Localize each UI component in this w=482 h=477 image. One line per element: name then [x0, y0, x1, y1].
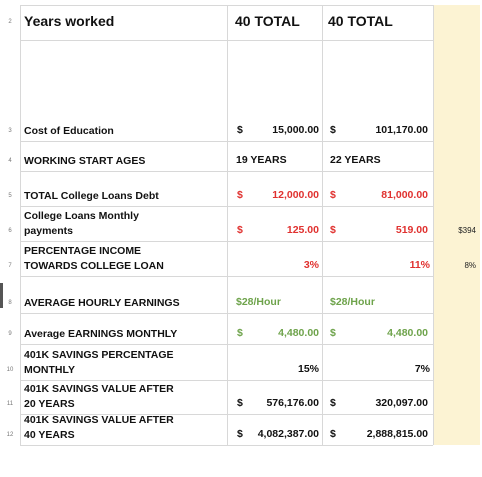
col2-value[interactable]: $28/Hour [330, 296, 375, 308]
side-value[interactable]: $394 [458, 226, 476, 235]
row-label[interactable]: AVERAGE HOURLY EARNINGS [24, 297, 180, 309]
col2-value[interactable]: 2,888,815.00 [366, 428, 428, 440]
column-divider [433, 5, 434, 445]
row-number[interactable]: 12 [6, 432, 14, 438]
col1-value[interactable]: 15% [297, 363, 319, 375]
row-number[interactable]: 9 [8, 331, 12, 337]
col1-value[interactable]: $28/Hour [236, 296, 281, 308]
row-number[interactable]: 11 [6, 401, 14, 407]
col2-currency[interactable]: $ [330, 428, 336, 440]
col1-currency[interactable]: $ [237, 397, 243, 409]
col1-value[interactable]: 576,176.00 [266, 397, 319, 409]
row-label[interactable]: PERCENTAGE INCOME [24, 245, 142, 257]
col2-currency[interactable]: $ [330, 189, 336, 201]
row-number[interactable]: 7 [8, 263, 12, 269]
row-label[interactable]: 401K SAVINGS VALUE AFTER [24, 414, 174, 426]
row-label[interactable]: 401K SAVINGS PERCENTAGE [24, 349, 174, 361]
col2-value[interactable]: 519.00 [395, 224, 428, 236]
row-label[interactable]: WORKING START AGES [24, 155, 146, 167]
col1-currency[interactable]: $ [237, 428, 243, 440]
col1-value[interactable]: 15,000.00 [272, 124, 319, 136]
row-label[interactable]: 20 YEARS [24, 398, 75, 410]
col2-value[interactable]: 320,097.00 [375, 397, 428, 409]
row-number[interactable]: 3 [8, 128, 12, 134]
row-label[interactable]: College Loans Monthly [24, 210, 139, 222]
row-divider [20, 445, 433, 446]
col1-value[interactable]: 12,000.00 [272, 189, 319, 201]
side-value[interactable]: 8% [464, 261, 476, 270]
row-number[interactable]: 8 [8, 300, 12, 306]
row-label[interactable]: payments [24, 225, 74, 237]
col1-currency[interactable]: $ [237, 189, 243, 201]
col2-value[interactable]: 4,480.00 [387, 327, 428, 339]
row-label[interactable]: 401K SAVINGS VALUE AFTER [24, 383, 174, 395]
col1-value[interactable]: 125.00 [286, 224, 319, 236]
col1-currency[interactable]: $ [237, 224, 243, 236]
col2-currency[interactable]: $ [330, 124, 336, 136]
column-divider [20, 5, 21, 445]
col1-currency[interactable]: $ [237, 124, 243, 136]
col2-currency[interactable]: $ [330, 224, 336, 236]
col2-value[interactable]: 101,170.00 [375, 124, 428, 136]
header-col2[interactable]: 40 TOTAL [328, 13, 393, 29]
col2-value[interactable]: 11% [409, 259, 430, 271]
highlighted-column [433, 5, 480, 445]
row-label[interactable]: TOWARDS COLLEGE LOAN [24, 260, 164, 272]
row-number[interactable]: 6 [8, 228, 12, 234]
col1-value[interactable]: 19 YEARS [236, 154, 287, 166]
col1-value[interactable]: 4,082,387.00 [257, 428, 319, 440]
row-label[interactable]: Cost of Education [24, 125, 114, 137]
row-number[interactable]: 4 [8, 158, 12, 164]
row-number[interactable]: 10 [6, 367, 14, 373]
row-number[interactable]: 2 [8, 19, 12, 25]
col1-value[interactable]: 4,480.00 [278, 327, 319, 339]
row-label[interactable]: 40 YEARS [24, 429, 75, 441]
column-divider [227, 5, 228, 445]
col1-currency[interactable]: $ [237, 327, 243, 339]
row-label[interactable]: Average EARNINGS MONTHLY [24, 328, 178, 340]
col2-value[interactable]: 81,000.00 [381, 189, 428, 201]
row-label[interactable]: MONTHLY [24, 364, 75, 376]
col1-value[interactable]: 3% [303, 259, 319, 271]
col2-currency[interactable]: $ [330, 397, 336, 409]
col2-value[interactable]: 7% [414, 363, 430, 375]
column-divider [322, 5, 323, 445]
row-label[interactable]: TOTAL College Loans Debt [24, 190, 159, 202]
col2-currency[interactable]: $ [330, 327, 336, 339]
header-col1[interactable]: 40 TOTAL [235, 13, 300, 29]
col2-value[interactable]: 22 YEARS [330, 154, 381, 166]
row-number[interactable]: 5 [8, 193, 12, 199]
header-label[interactable]: Years worked [24, 13, 115, 29]
